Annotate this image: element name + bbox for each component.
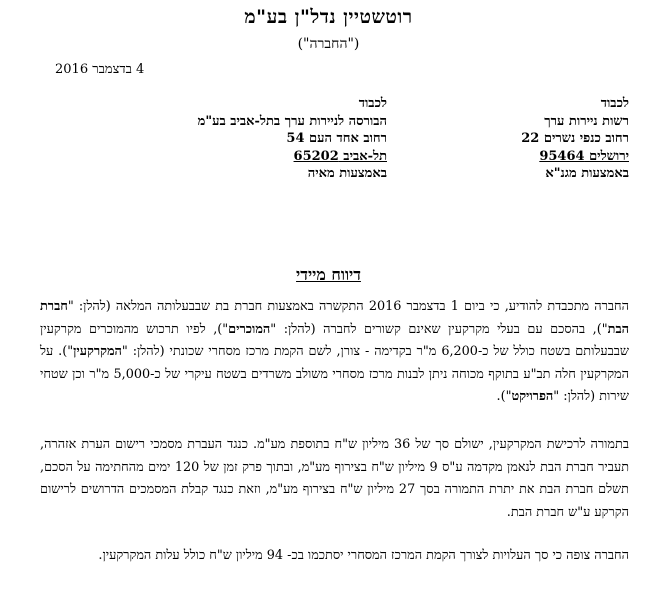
text-span: "). על המקרקעין חלה תב"ע בתוקף מכוחה ניתן לבנות מרכז מסחרי משולב משרדים בשטח עיקרי של כ-5,000 מ"ר וכן שטחי שירות (להלן: ": [40, 344, 629, 404]
recipient-org: רשות ניירות ערך: [544, 113, 629, 129]
text-span: "), לפיו תרכוש מהמוכרים מקרקעין שבבעלותם בשטח כולל של כ-6,200 מ"ר בקדימה - צורן, לשם הקמת מרכז מסחרי שכונתי (להלן: ": [40, 321, 629, 359]
text-span: החברה מתכבדת להודיע, כי ביום 1 בדצמבר 2016 התקשרה באמצעות חברת בת שבבעלותה המלאה (להלן: ": [67, 299, 629, 314]
defined-term: המוכרים: [228, 321, 271, 337]
recipient-via: באמצעות מאיה: [307, 166, 387, 181]
defined-term: המקרקעין: [73, 344, 122, 359]
company-title: רוטשטיין נדל"ן בע"מ: [244, 6, 413, 28]
recipient-org: הבורסה לניירות ערך בתל-אביב בע"מ: [197, 113, 387, 129]
recipient-stock-exchange: [198, 95, 387, 183]
paragraph-consideration: בתמורה לרכישת המקרקעין, ישולם סך של 36 מיליון ש"ח בתוספת מע"מ. כנגד העברת מסמכי רישום הערת אזהרה, תעביר חברת הבת לנאמן מקדמה ע"ס 9 מיליון ש"ח בצירוף מע"מ, ובתוך פרק זמן של 120 ימים מהחתימה על הסכם, תשלם חברת הבת את יתרת התמורה בסך 27 מיליון ש"ח בצירוף מע"מ, וזאת כנגד קבלת המסמכים הדרושים לרישום הקרקע ע"ש חברת הבת.: [40, 437, 630, 520]
defined-term: חברת הבת: [40, 299, 629, 337]
text-span: ").: [496, 389, 512, 404]
paragraph-transaction: [40, 296, 629, 409]
recipient-street: רחוב אחד העם 54: [286, 131, 387, 146]
report-date: 4 בדצמבר 2016: [55, 62, 145, 77]
company-alias: ("החברה"): [297, 36, 360, 52]
report-title: דיווח מיידי: [296, 265, 361, 284]
recipient-greeting: לכבוד: [358, 96, 387, 111]
recipient-via: באמצעות מגנ"א: [545, 166, 629, 181]
text-span: "), בהסכם עם בעלי מקרקעין שאינם קשורים לחברה (להלן: ": [270, 321, 608, 337]
recipient-street: רחוב כנפי נשרים 22: [521, 131, 629, 146]
recipient-city: תל-אביב 65202: [293, 148, 387, 164]
recipient-city: ירושלים 95464: [539, 148, 629, 164]
recipient-securities-authority: [521, 95, 629, 183]
defined-term: הפרויקט: [511, 389, 554, 404]
recipient-greeting: לכבוד: [600, 96, 629, 111]
paragraph-costs: החברה צופה כי סך העלויות לצורך הקמת המרכז המסחרי יסתכמו בכ- 94 מיליון ש"ח כולל עלות המקרקעין.: [98, 548, 629, 563]
